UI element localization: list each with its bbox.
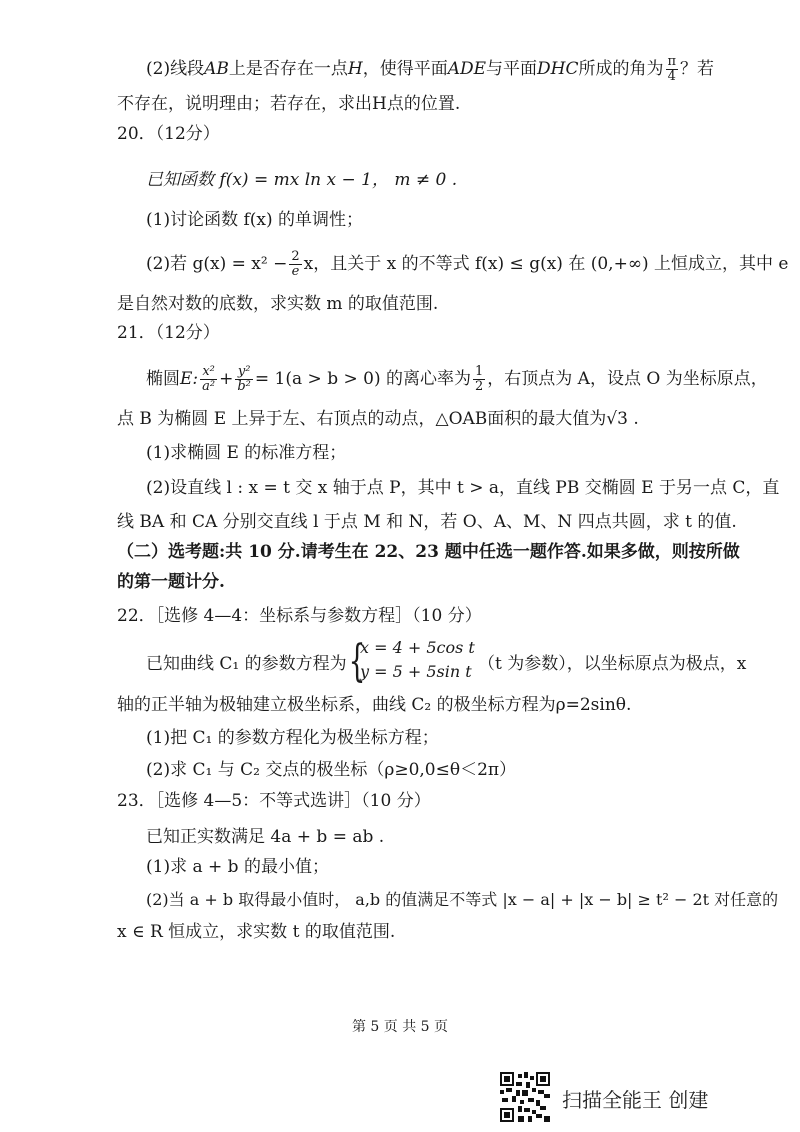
q21-part2-line2: 线 BA 和 CA 分别交直线 l 于点 M 和 N，若 O、A、M、N 四点共圆，求 t 的值. <box>117 512 737 532</box>
angle-fraction: $\frac{\pi}{4}$ <box>667 54 677 84</box>
q21-text: ，右顶点为 A，设点 O 为坐标原点， <box>487 369 768 389</box>
q22-line2: 轴的正半轴为极轴建立极坐标系，曲线 C₂ 的极坐标方程为ρ=2sinθ. <box>117 695 632 715</box>
q19-text: 所成的角为 <box>578 59 664 79</box>
q23-part2-line1: (2)当 a + b 取得最小值时， a,b 的值满足不等式 |x − a| + |x − b| ≥ t² − 2t 对任意的 <box>146 890 779 909</box>
scanner-watermark: 扫描全能王 创建 <box>562 1088 709 1112</box>
q22-part2: (2)求 C₁ 与 C₂ 交点的极坐标（ρ≥0,0≤θ＜2π） <box>146 760 517 780</box>
q22-intro-b: （t 为参数），以坐标原点为极点，x <box>478 654 747 674</box>
q19-text: 与平面 <box>486 59 538 79</box>
q23-part2-line2: x ∈ R 恒成立，求实数 t 的取值范围. <box>117 922 396 942</box>
q21-intro-line1: 椭圆E: $\frac{\text{x²}}{\text{a²}}$ + $\frac{\text{y²}}{\text{b²}}$ = 1(a > b > 0) 的离心率为 $\frac{1}{2}$ ，右顶点为 A，设点 O 为坐标原点， <box>146 364 768 394</box>
y-fraction: $\frac{\text{y²}}{\text{b²}}$ <box>237 364 251 394</box>
q21-part2-line1: (2)设直线 l : x = t 交 x 轴于点 P，其中 t > a，直线 PB 交椭圆 E 于另一点 C，直 <box>146 478 780 498</box>
q19-text: ？若 <box>680 59 715 79</box>
q19-plane1: ADE <box>447 59 487 79</box>
q23-intro: 已知正实数满足 4a + b = ab . <box>146 827 385 847</box>
q19-plane2: DHC <box>537 59 579 79</box>
qr-code-icon <box>500 1072 550 1122</box>
elective-line1: （二）选考题:共 10 分.请考生在 22、23 题中任选一题作答.如果多做，则按所做 <box>117 542 740 562</box>
ecc-fraction: $\frac{1}{2}$ <box>474 364 484 394</box>
q19-point: H <box>347 59 363 79</box>
q22-intro-a: 已知曲线 C₁ 的参数方程为 <box>146 654 347 674</box>
x-fraction: $\frac{\text{x²}}{\text{a²}}$ <box>202 364 216 394</box>
q21-text: E: <box>180 369 199 389</box>
q19-part2-line2: 不存在，说明理由；若存在，求出H点的位置. <box>117 94 461 114</box>
q23-part1: (1)求 a + b 的最小值； <box>146 857 329 877</box>
q21-part1: (1)求椭圆 E 的标准方程； <box>146 443 347 463</box>
q19-text: 上是否存在一点 <box>228 59 348 79</box>
q19-segment: AB <box>204 59 229 79</box>
q21-text: = 1(a > b > 0) 的离心率为 <box>254 369 471 389</box>
q20-intro: 已知函数 f(x) = mx ln x − 1， m ≠ 0 . <box>146 170 458 190</box>
q20-part2-line2: 是自然对数的底数，求实数 m 的取值范围. <box>117 294 439 314</box>
q20-text: (2)若 g(x) = x² − <box>146 254 288 274</box>
q21-intro-line2: 点 B 为椭圆 E 上异于左、右顶点的动点，△OAB面积的最大值为√3 . <box>117 409 639 429</box>
q20-part1: (1)讨论函数 f(x) 的单调性； <box>146 210 364 230</box>
q20-fraction: $\frac{2}{e}$ <box>291 249 300 279</box>
param-eq-x: x = 4 + 5cos t <box>360 638 475 657</box>
q19-text: ，使得平面 <box>362 59 448 79</box>
q21-header: 21．（12分） <box>117 323 220 343</box>
q19-text: (2)线段 <box>146 59 205 79</box>
page-footer: 第 5 页 共 5 页 <box>351 1019 449 1035</box>
q22-header: 22．［选修 4—4：坐标系与参数方程］（10 分） <box>117 606 482 626</box>
elective-line2: 的第一题计分. <box>117 572 225 592</box>
q19-part2-line1 <box>146 55 714 84</box>
q22-part1: (1)把 C₁ 的参数方程化为极坐标方程； <box>146 728 439 748</box>
q20-header: 20．（12分） <box>117 124 220 144</box>
q21-text: 椭圆 <box>146 369 180 389</box>
q23-header: 23．［选修 4—5：不等式选讲］（10 分） <box>117 791 431 811</box>
param-eq-y: y = 5 + 5sin t <box>360 662 472 681</box>
system-brace: { <box>348 636 366 687</box>
q20-part2-line1 <box>146 250 789 279</box>
q20-text: x，且关于 x 的不等式 f(x) ≤ g(x) 在 (0,+∞) 上恒成立，其中 e <box>303 254 789 274</box>
